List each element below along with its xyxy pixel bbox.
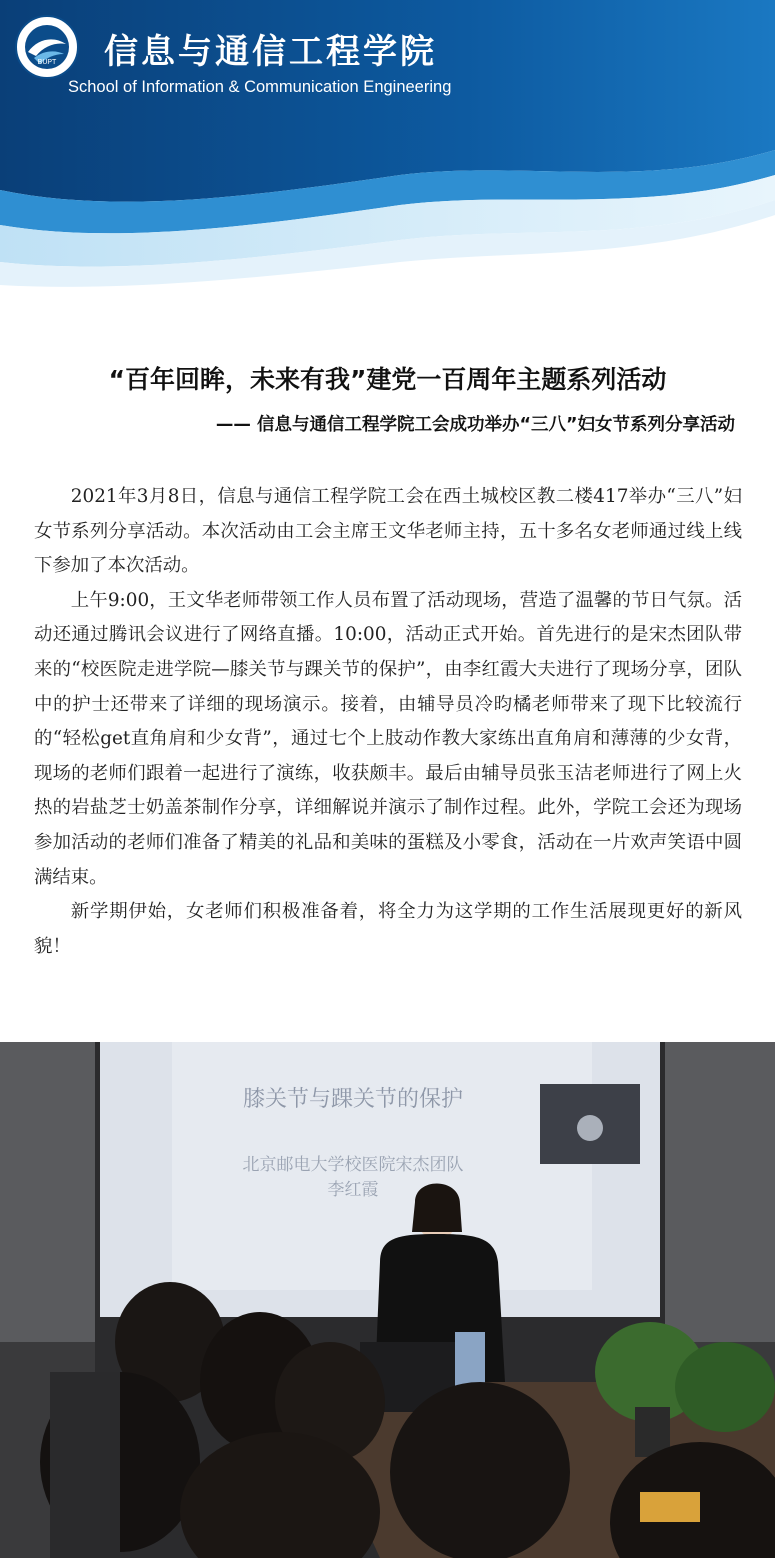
- slide-presenter-name: 李红霞: [327, 1180, 379, 1200]
- bupt-logo-icon: [14, 14, 80, 80]
- paragraph: 上午9:00，王文华老师带领工作人员布置了活动现场，营造了温馨的节日气氛。活动还通过腾讯会议进行了网络直播。10:00，活动正式开始。首先进行的是宋杰团队带来的“校医院走进学院—膝关节与踝关节的保护”，由李红霞大夫进行了现场分享，团队中的护士还带来了详细的现场演示。接着，由辅导员冷昀橘老师带来了现下比较流行的“轻松get直角肩和少女背”，通过七个上肢动作教大家练出直角肩和薄薄的少女背，现场的老师们跟着一起进行了演练，收获颇丰。最后由辅导员张玉洁老师进行了网上火热的岩盐芝士奶盖茶制作分享，详细解说并演示了制作过程。此外，学院工会还为现场参加活动的老师们准备了精美的礼品和美味的蛋糕及小零食，活动在一片欢声笑语中圆满结束。: [34, 589, 742, 888]
- slide-presenter-team: 北京邮电大学校医院宋杰团队: [242, 1155, 464, 1175]
- article-body: [34, 480, 742, 964]
- paragraph: 2021年3月8日，信息与通信工程学院工会在西土城校区教二楼417举办“三八”妇女节系列分享活动。本次活动由工会主席王文华老师主持，五十多名女老师通过线上线下参加了本次活动。: [34, 486, 742, 577]
- paragraph: 新学期伊始，女老师们积极准备着，将全力为这学期的工作生活展现更好的新风貌！: [34, 901, 742, 957]
- school-english-name: School of Information & Communication Engineering: [68, 78, 452, 96]
- slide-title: 膝关节与踝关节的保护: [242, 1087, 463, 1112]
- article-title: “百年回眸，未来有我”建党一百周年主题系列活动: [108, 365, 667, 394]
- article-subtitle: —— 信息与通信工程学院工会成功举办“三八”妇女节系列分享活动: [215, 415, 735, 435]
- svg-text:BUPT: BUPT: [37, 59, 57, 66]
- school-chinese-name: 信息与通信工程学院: [104, 32, 437, 72]
- event-photo: [0, 1042, 775, 1558]
- header-banner: [0, 0, 775, 320]
